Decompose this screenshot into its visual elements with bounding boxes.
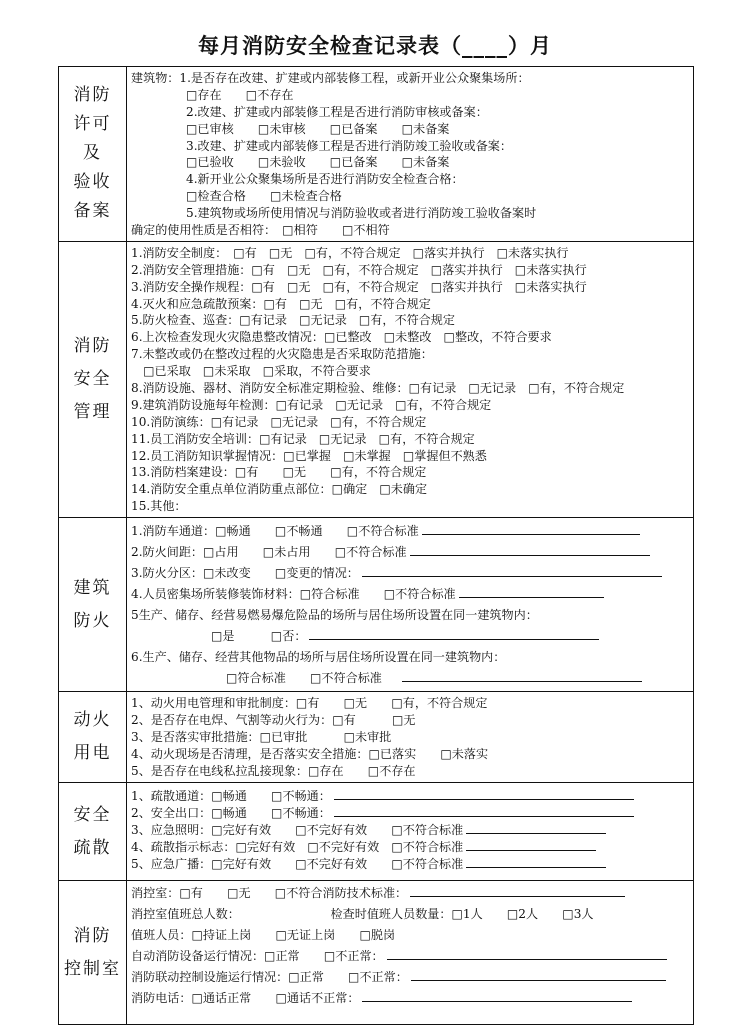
line-text: 2、安全出口：□畅通 □不畅通： bbox=[131, 806, 331, 821]
checkbox-line[interactable]: □检查合格 □未检查合格 bbox=[186, 189, 342, 204]
fill-in-blank[interactable] bbox=[466, 856, 606, 868]
label-line: 疏散 bbox=[73, 837, 112, 858]
checkbox-line[interactable]: 5.防火检查、巡查：□有记录 □无记录 □有，不符合规定 bbox=[131, 313, 455, 328]
checkbox-line[interactable]: 消控室值班总人数： 检查时值班人员数量：□1人 □2人 □3人 bbox=[131, 907, 594, 922]
form-line: 5生产、储存、经营易燃易爆危险品的场所与居住场所设置在同一建筑物内： bbox=[131, 608, 538, 623]
checkbox-line[interactable]: 11.员工消防安全培训：□有记录 □无记录 □有，不符合规定 bbox=[131, 431, 475, 446]
line-text: □是 □否： bbox=[211, 629, 307, 644]
form-line: 4.新开业公众聚集场所是否进行消防安全检查合格： bbox=[186, 172, 464, 187]
line-text: 4.人员密集场所装修装饰材料：□符合标准 □不符合标准 bbox=[131, 587, 456, 602]
checkbox-line[interactable]: □存在 □不存在 bbox=[186, 87, 294, 102]
line-text: □符合标准 □不符合标准 bbox=[226, 671, 382, 686]
checkbox-line[interactable]: 4、动火现场是否清理，是否落实安全措施：□已落实 □未落实 bbox=[131, 747, 489, 762]
line-text: 1、疏散通道：□畅通 □不畅通： bbox=[131, 789, 331, 804]
checkbox-line[interactable]: 确定的使用性质是否相符： □相符 □不相符 bbox=[131, 223, 390, 238]
label-line: 及 bbox=[83, 143, 102, 164]
section-body-electrical bbox=[127, 692, 694, 783]
fill-in-blank[interactable] bbox=[362, 565, 662, 577]
label-line: 管理 bbox=[73, 402, 112, 423]
label-line: 用电 bbox=[73, 743, 112, 764]
label-line: 消防 bbox=[73, 925, 112, 946]
line-text: 3、应急照明：□完好有效 □不完好有效 □不符合标准 bbox=[131, 823, 464, 838]
line-text: 消防联动控制设施运行情况：□正常 □不正常： bbox=[131, 970, 408, 985]
label-line: 备案 bbox=[73, 201, 112, 222]
line-text: 1.消防车通道：□畅通 □不畅通 □不符合标准 bbox=[131, 524, 419, 539]
section-fire-permit bbox=[59, 67, 694, 242]
label-line: 验收 bbox=[73, 172, 112, 193]
checkbox-line[interactable]: 8.消防设施、器材、消防安全标准定期检验、维修：□有记录 □无记录 □有，不符合规定 bbox=[131, 381, 625, 396]
checkbox-line[interactable]: 3.消防安全操作规程：□有 □无 □有，不符合规定 □落实并执行 □未落实执行 bbox=[131, 279, 587, 294]
fill-in-blank[interactable] bbox=[402, 670, 642, 682]
checkbox-line[interactable]: 6.上次检查发现火灾隐患整改情况：□已整改 □未整改 □整改，不符合要求 bbox=[131, 330, 552, 345]
form-line: 建筑物：1.是否存在改建、扩建或内部装修工程，或新开业公众聚集场所： bbox=[131, 71, 530, 85]
fill-in-blank[interactable] bbox=[459, 586, 604, 598]
checkbox-line[interactable]: 3、是否落实审批措施：□已审批 □未审批 bbox=[131, 730, 392, 745]
line-text: 消防电话：□通话正常 □通话不正常： bbox=[131, 991, 360, 1006]
fill-in-blank[interactable] bbox=[466, 839, 596, 851]
checkbox-line[interactable] bbox=[131, 839, 689, 856]
label-line: 建筑 bbox=[73, 577, 112, 598]
label-line: 许可 bbox=[73, 114, 112, 135]
checkbox-line[interactable]: 13.消防档案建设：□有 □无 □有，不符合规定 bbox=[131, 465, 427, 480]
section-body-safety-management bbox=[127, 241, 694, 517]
form-line: 3.改建、扩建或内部装修工程是否进行消防竣工验收或备案： bbox=[186, 138, 512, 153]
checkbox-line[interactable]: □已验收 □未验收 □已备案 □未备案 bbox=[186, 155, 450, 170]
section-body-building-fire bbox=[127, 518, 694, 692]
fill-in-blank[interactable] bbox=[410, 544, 650, 556]
checkbox-line[interactable]: □已采取 □未采取 □采取，不符合要求 bbox=[131, 364, 371, 379]
fill-in-blank[interactable] bbox=[334, 788, 634, 800]
checkbox-line[interactable]: 9.建筑消防设施每年检测：□有记录 □无记录 □有，不符合规定 bbox=[131, 397, 492, 412]
checkbox-line[interactable] bbox=[131, 521, 689, 542]
line-text: 自动消防设备运行情况：□正常 □不正常： bbox=[131, 949, 384, 964]
inspection-form-table bbox=[58, 66, 694, 1025]
checkbox-line[interactable] bbox=[131, 967, 689, 988]
section-label-safety-management bbox=[59, 241, 127, 517]
checkbox-line[interactable] bbox=[131, 883, 689, 904]
line-text: 4、疏散指示标志：□完好有效 □不完好有效 □不符合标准 bbox=[131, 840, 464, 855]
form-line: 15.其他： bbox=[131, 499, 187, 514]
checkbox-line[interactable]: □已审核 □未审核 □已备案 □未备案 bbox=[186, 121, 450, 136]
fill-in-blank[interactable] bbox=[466, 822, 606, 834]
label-line: 安全 bbox=[73, 369, 112, 390]
checkbox-line[interactable] bbox=[131, 563, 689, 584]
checkbox-line[interactable]: 14.消防安全重点单位消防重点部位：□确定 □未确定 bbox=[131, 482, 428, 497]
label-line: 动火 bbox=[73, 710, 112, 731]
section-label-electrical bbox=[59, 692, 127, 783]
label-line: 安全 bbox=[73, 804, 112, 825]
line-text: 3.防火分区：□未改变 □变更的情况： bbox=[131, 566, 359, 581]
checkbox-line[interactable]: 4.灭火和应急疏散预案：□有 □无 □有，不符合规定 bbox=[131, 296, 431, 311]
checkbox-line[interactable] bbox=[131, 584, 689, 605]
fill-in-blank[interactable] bbox=[411, 969, 666, 981]
fill-in-blank[interactable] bbox=[362, 990, 632, 1002]
checkbox-line[interactable] bbox=[131, 668, 689, 689]
label-line: 消防 bbox=[73, 85, 112, 106]
checkbox-line[interactable] bbox=[131, 626, 689, 647]
form-line: 6.生产、储存、经营其他物品的场所与居住场所设置在同一建筑物内： bbox=[131, 650, 506, 665]
section-evacuation bbox=[59, 783, 694, 881]
checkbox-line[interactable]: 值班人员：□持证上岗 □无证上岗 □脱岗 bbox=[131, 928, 396, 943]
checkbox-line[interactable]: 2、是否存在电焊、气割等动火行为：□有 □无 bbox=[131, 713, 416, 728]
checkbox-line[interactable] bbox=[131, 988, 689, 1009]
section-body-control-room bbox=[127, 881, 694, 1025]
checkbox-line[interactable] bbox=[131, 946, 689, 967]
checkbox-line[interactable]: 2.消防安全管理措施：□有 □无 □有，不符合规定 □落实并执行 □未落实执行 bbox=[131, 262, 587, 277]
checkbox-line[interactable]: 1.消防安全制度： □有 □无 □有，不符合规定 □落实并执行 □未落实执行 bbox=[131, 245, 569, 260]
fill-in-blank[interactable] bbox=[387, 948, 667, 960]
page-title: 每月消防安全检查记录表（____）月 bbox=[198, 33, 552, 58]
section-label-control-room bbox=[59, 881, 127, 1025]
fill-in-blank[interactable] bbox=[422, 523, 640, 535]
checkbox-line[interactable] bbox=[131, 788, 689, 805]
section-safety-management bbox=[59, 241, 694, 517]
section-body-evacuation bbox=[127, 783, 694, 881]
checkbox-line[interactable]: 5、是否存在电线私拉乱接现象：□存在 □不存在 bbox=[131, 764, 416, 779]
line-text: 消控室：□有 □无 □不符合消防技术标准： bbox=[131, 886, 408, 901]
form-line: 5.建筑物或场所使用情况与消防验收或者进行消防竣工验收备案时 bbox=[186, 206, 537, 221]
checkbox-line[interactable] bbox=[131, 805, 689, 822]
fill-in-blank[interactable] bbox=[334, 805, 634, 817]
line-text: 2.防火间距：□占用 □未占用 □不符合标准 bbox=[131, 545, 407, 560]
fill-in-blank[interactable] bbox=[309, 628, 599, 640]
section-control-room bbox=[59, 881, 694, 1025]
section-electrical bbox=[59, 692, 694, 783]
checkbox-line[interactable]: 12.员工消防知识掌握情况：□已掌握 □未掌握 □掌握但不熟悉 bbox=[131, 448, 487, 463]
label-line: 消防 bbox=[73, 336, 112, 357]
section-body-fire-permit bbox=[127, 67, 694, 242]
checkbox-line[interactable] bbox=[131, 856, 689, 873]
section-label-building-fire bbox=[59, 518, 127, 692]
form-line: 2.改建、扩建或内部装修工程是否进行消防审核或备案： bbox=[186, 104, 488, 119]
line-text: 5、应急广播：□完好有效 □不完好有效 □不符合标准 bbox=[131, 857, 464, 872]
label-line: 防火 bbox=[73, 610, 112, 631]
fill-in-blank[interactable] bbox=[410, 885, 625, 897]
section-label-evacuation bbox=[59, 783, 127, 881]
label-line: 控制室 bbox=[64, 958, 121, 979]
section-label-fire-permit bbox=[59, 67, 127, 242]
checkbox-line[interactable] bbox=[131, 822, 689, 839]
checkbox-line[interactable]: 1、动火用电管理和审批制度：□有 □无 □有，不符合规定 bbox=[131, 696, 488, 711]
section-building-fire bbox=[59, 518, 694, 692]
form-line: 7.未整改或仍在整改过程的火灾隐患是否采取防范措施： bbox=[131, 347, 433, 362]
checkbox-line[interactable] bbox=[131, 542, 689, 563]
checkbox-line[interactable]: 10.消防演练：□有记录 □无记录 □有，不符合规定 bbox=[131, 414, 427, 429]
